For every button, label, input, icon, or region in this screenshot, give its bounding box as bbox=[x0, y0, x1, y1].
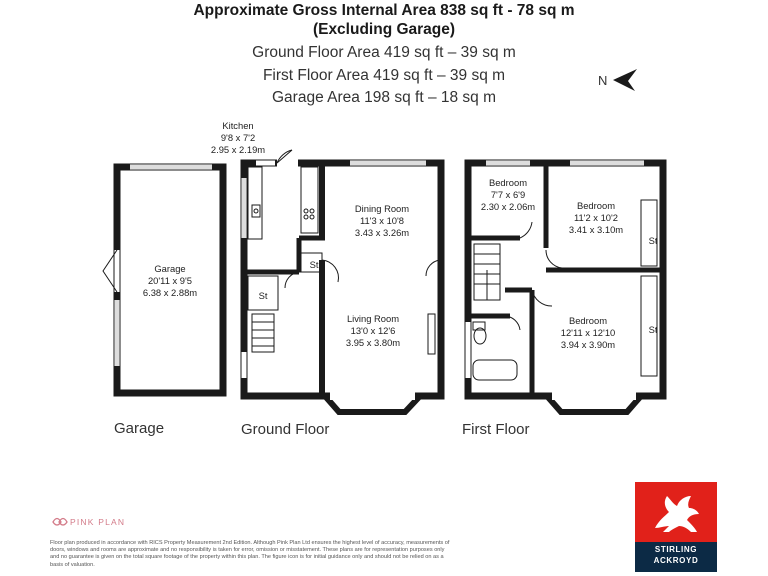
north-arrow-icon bbox=[613, 69, 637, 91]
bedroom-1-metric: 2.30 x 2.06m bbox=[480, 201, 536, 212]
bedroom-3-imperial: 12'11 x 12'10 bbox=[560, 327, 616, 338]
bedroom-3-metric: 3.94 x 3.90m bbox=[560, 339, 616, 350]
store-label: St bbox=[309, 259, 319, 270]
griffin-icon bbox=[635, 482, 717, 542]
bedroom-1-imperial: 7'7 x 6'9 bbox=[490, 189, 526, 200]
ground-floor-label: Ground Floor bbox=[241, 421, 330, 438]
kitchen-name: Kitchen bbox=[222, 120, 254, 131]
first-floor-label: First Floor bbox=[462, 421, 530, 438]
compass-label: N bbox=[598, 73, 608, 88]
store-label: St bbox=[258, 290, 268, 301]
kitchen-imperial: 9'8 x 7'2 bbox=[220, 132, 256, 143]
bedroom-2-imperial: 11'2 x 10'2 bbox=[573, 212, 619, 223]
garage-floor-label: Garage bbox=[114, 420, 165, 437]
dining-room-name: Dining Room bbox=[354, 203, 410, 214]
first-floor-area: First Floor Area 419 sq ft – 39 sq m bbox=[262, 67, 506, 84]
gross-area-heading: Approximate Gross Internal Area 838 sq ft - 78 sq m bbox=[193, 2, 575, 19]
garage-name: Garage bbox=[154, 263, 186, 274]
ground-floor-area: Ground Floor Area 419 sq ft – 39 sq m bbox=[252, 44, 516, 61]
bedroom-1-name: Bedroom bbox=[488, 177, 528, 188]
bedroom-2-metric: 3.41 x 3.10m bbox=[568, 224, 624, 235]
bedroom-2-name: Bedroom bbox=[576, 200, 616, 211]
living-room-metric: 3.95 x 3.80m bbox=[345, 337, 401, 348]
garage-metric: 6.38 x 2.88m bbox=[142, 287, 198, 298]
store-label: St bbox=[648, 235, 658, 246]
logo-line-1: STIRLING bbox=[654, 545, 698, 554]
living-room-name: Living Room bbox=[346, 313, 400, 324]
bedroom-3-name: Bedroom bbox=[568, 315, 608, 326]
pink-plan-brand: PINK PLAN bbox=[70, 517, 126, 527]
disclaimer-text: Floor plan produced in accordance with RICS Property Measurement 2nd Edition. Although Pink Plan Ltd ensures the highest level of accuracy, measurements of doors, windows and rooms are approximate and no responsibility is taken for error, omission or misstatement. These plans are for representation purposes only and no guarantee is given on the total square footage of the property within this plan. The figure icon is for initial guidance only and should not be relied on as a basis of valuation. bbox=[50, 540, 450, 568]
dining-room-imperial: 11'3 x 10'8 bbox=[359, 215, 405, 226]
store-label: St bbox=[648, 324, 658, 335]
dining-room-metric: 3.43 x 3.26m bbox=[354, 227, 410, 238]
kitchen-metric: 2.95 x 2.19m bbox=[210, 144, 266, 155]
living-room-imperial: 13'0 x 12'6 bbox=[350, 325, 396, 336]
stirling-ackroyd-logo bbox=[635, 482, 717, 572]
ground-floor-plan bbox=[243, 150, 441, 412]
excluding-garage-note: (Excluding Garage) bbox=[312, 21, 456, 38]
logo-line-2: ACKROYD bbox=[653, 556, 699, 565]
garage-imperial: 20'11 x 9'5 bbox=[147, 275, 193, 286]
garage-area: Garage Area 198 sq ft – 18 sq m bbox=[271, 89, 497, 106]
